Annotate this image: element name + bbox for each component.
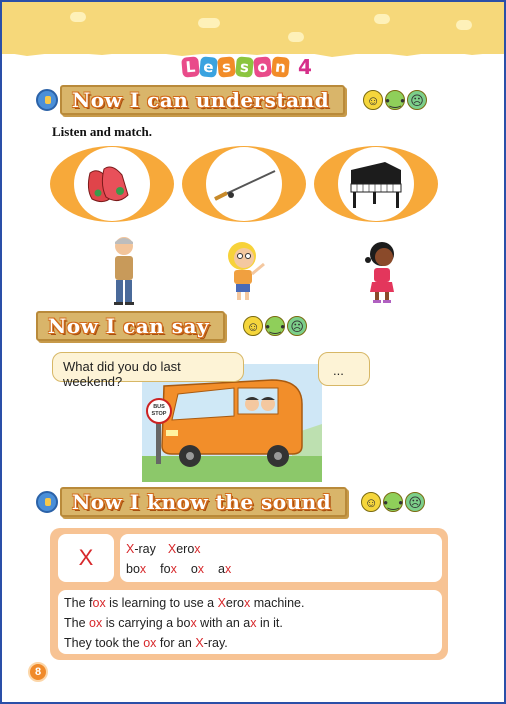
phonics-word-row xyxy=(126,539,436,559)
highlighted-letters: X xyxy=(195,636,204,650)
lesson-letter: s xyxy=(235,56,254,77)
lesson-letter: o xyxy=(253,56,272,77)
section-title: Now I can understand xyxy=(72,88,330,112)
cloud-shape xyxy=(70,12,86,22)
section-now-i-can-say xyxy=(36,310,307,342)
cloud-shape xyxy=(198,18,220,28)
text-fragment: with an a xyxy=(196,616,251,630)
self-assessment-faces xyxy=(363,90,427,110)
phonics-word xyxy=(160,562,177,576)
lesson-title xyxy=(182,54,312,80)
instruction-text: Listen and match. xyxy=(52,124,153,139)
text-fragment: in it. xyxy=(256,616,283,630)
highlighted-letters: ox xyxy=(92,596,106,610)
highlighted-letters: X xyxy=(126,542,135,556)
text-fragment: a xyxy=(218,562,225,576)
section-title: Now I can say xyxy=(48,314,210,338)
smiley-neutral-icon[interactable]: •‿• xyxy=(383,492,403,512)
self-assessment-faces xyxy=(361,492,425,512)
speech-bubble-answer xyxy=(318,352,370,386)
phonics-word xyxy=(126,542,156,556)
smiley-happy-icon[interactable]: ☺ xyxy=(363,90,383,110)
picture-oval-fishing-rod[interactable] xyxy=(182,146,306,222)
lesson-letter: L xyxy=(181,56,200,77)
text-fragment: is carrying a bo xyxy=(102,616,191,630)
phonics-word xyxy=(218,562,231,576)
audio-speaker-icon[interactable] xyxy=(36,491,58,513)
picture-oval-piano[interactable] xyxy=(314,146,438,222)
lesson-letter: e xyxy=(199,56,218,77)
text-fragment: -ray xyxy=(134,542,156,556)
highlighted-letters: x xyxy=(170,562,177,576)
phonics-letter: X xyxy=(58,534,114,582)
cloud-shape xyxy=(288,32,304,42)
section-title: Now I know the sound xyxy=(72,490,332,514)
phonics-word-row xyxy=(126,559,436,579)
phonics-sentences xyxy=(58,590,442,654)
highlighted-letters: x xyxy=(194,542,201,556)
text-fragment: The f xyxy=(64,596,93,610)
phonics-sentence xyxy=(64,613,436,633)
phonics-word xyxy=(191,562,204,576)
cloud-shape xyxy=(456,20,472,30)
phonics-word xyxy=(126,562,146,576)
self-assessment-faces xyxy=(243,316,307,336)
section-now-i-can-understand xyxy=(36,84,427,116)
highlighted-letters: x xyxy=(225,562,232,576)
shoes-icon xyxy=(82,159,142,209)
phonics-sentence xyxy=(64,593,436,613)
old-man-figure xyxy=(104,234,144,306)
highlighted-letters: x xyxy=(250,616,257,630)
picture-oval-shoes[interactable] xyxy=(50,146,174,222)
text-fragment: ero xyxy=(225,596,244,610)
highlighted-letters: x xyxy=(197,562,205,576)
highlighted-letters: x xyxy=(139,562,147,576)
smiley-happy-icon[interactable]: ☺ xyxy=(243,316,263,336)
speech-bubble-question xyxy=(52,352,244,389)
smiley-neutral-icon[interactable]: •‿• xyxy=(385,90,405,110)
text-fragment: ero xyxy=(176,542,195,556)
speech-text: What did you do last weekend? xyxy=(63,359,181,389)
text-fragment: The xyxy=(64,616,90,630)
phonics-word xyxy=(168,542,201,556)
text-fragment: for an xyxy=(156,636,196,650)
highlighted-letters: ox xyxy=(143,636,157,650)
fishing-rod-icon xyxy=(209,159,279,209)
highlighted-letters: X xyxy=(167,542,177,556)
section-title-plate xyxy=(60,85,345,115)
smiley-sad-icon[interactable]: ☹ xyxy=(405,492,425,512)
highlighted-letters: X xyxy=(217,596,226,610)
text-fragment: o xyxy=(190,562,198,576)
highlighted-letters: x xyxy=(244,596,251,610)
bus-stop-label: BUS xyxy=(153,404,165,410)
smiley-neutral-icon[interactable]: •‿• xyxy=(265,316,285,336)
cloud-shape xyxy=(374,14,390,24)
phonics-box xyxy=(50,528,448,660)
text-fragment: machine. xyxy=(250,596,305,610)
lesson-letter: n xyxy=(271,56,290,77)
speech-text: ... xyxy=(333,363,344,378)
piano-icon xyxy=(345,156,407,212)
page-number: 8 xyxy=(28,662,48,682)
bus-stop-sign xyxy=(146,398,172,424)
text-fragment: bo xyxy=(126,562,140,576)
phonics-sentence xyxy=(64,633,436,653)
lesson-letter: s xyxy=(217,56,236,77)
section-now-i-know-the-sound xyxy=(36,486,425,518)
section-title-plate xyxy=(36,311,225,341)
girl-dark-hair-figure xyxy=(360,238,404,304)
smiley-happy-icon[interactable]: ☺ xyxy=(361,492,381,512)
phonics-word-list xyxy=(120,534,442,582)
highlighted-letters: ox xyxy=(89,616,103,630)
text-fragment: fo xyxy=(160,562,171,576)
text-fragment: -ray. xyxy=(203,636,228,650)
bus-stop-label: STOP xyxy=(151,411,167,417)
smiley-sad-icon[interactable]: ☹ xyxy=(407,90,427,110)
text-fragment: They took the xyxy=(64,636,144,650)
smiley-sad-icon[interactable]: ☹ xyxy=(287,316,307,336)
audio-speaker-icon[interactable] xyxy=(36,89,58,111)
text-fragment: is learning to use a xyxy=(105,596,218,610)
girl-blonde-figure xyxy=(216,236,272,304)
lesson-number: 4 xyxy=(298,55,312,79)
highlighted-letters: x xyxy=(190,616,197,630)
section-title-plate xyxy=(60,487,347,517)
